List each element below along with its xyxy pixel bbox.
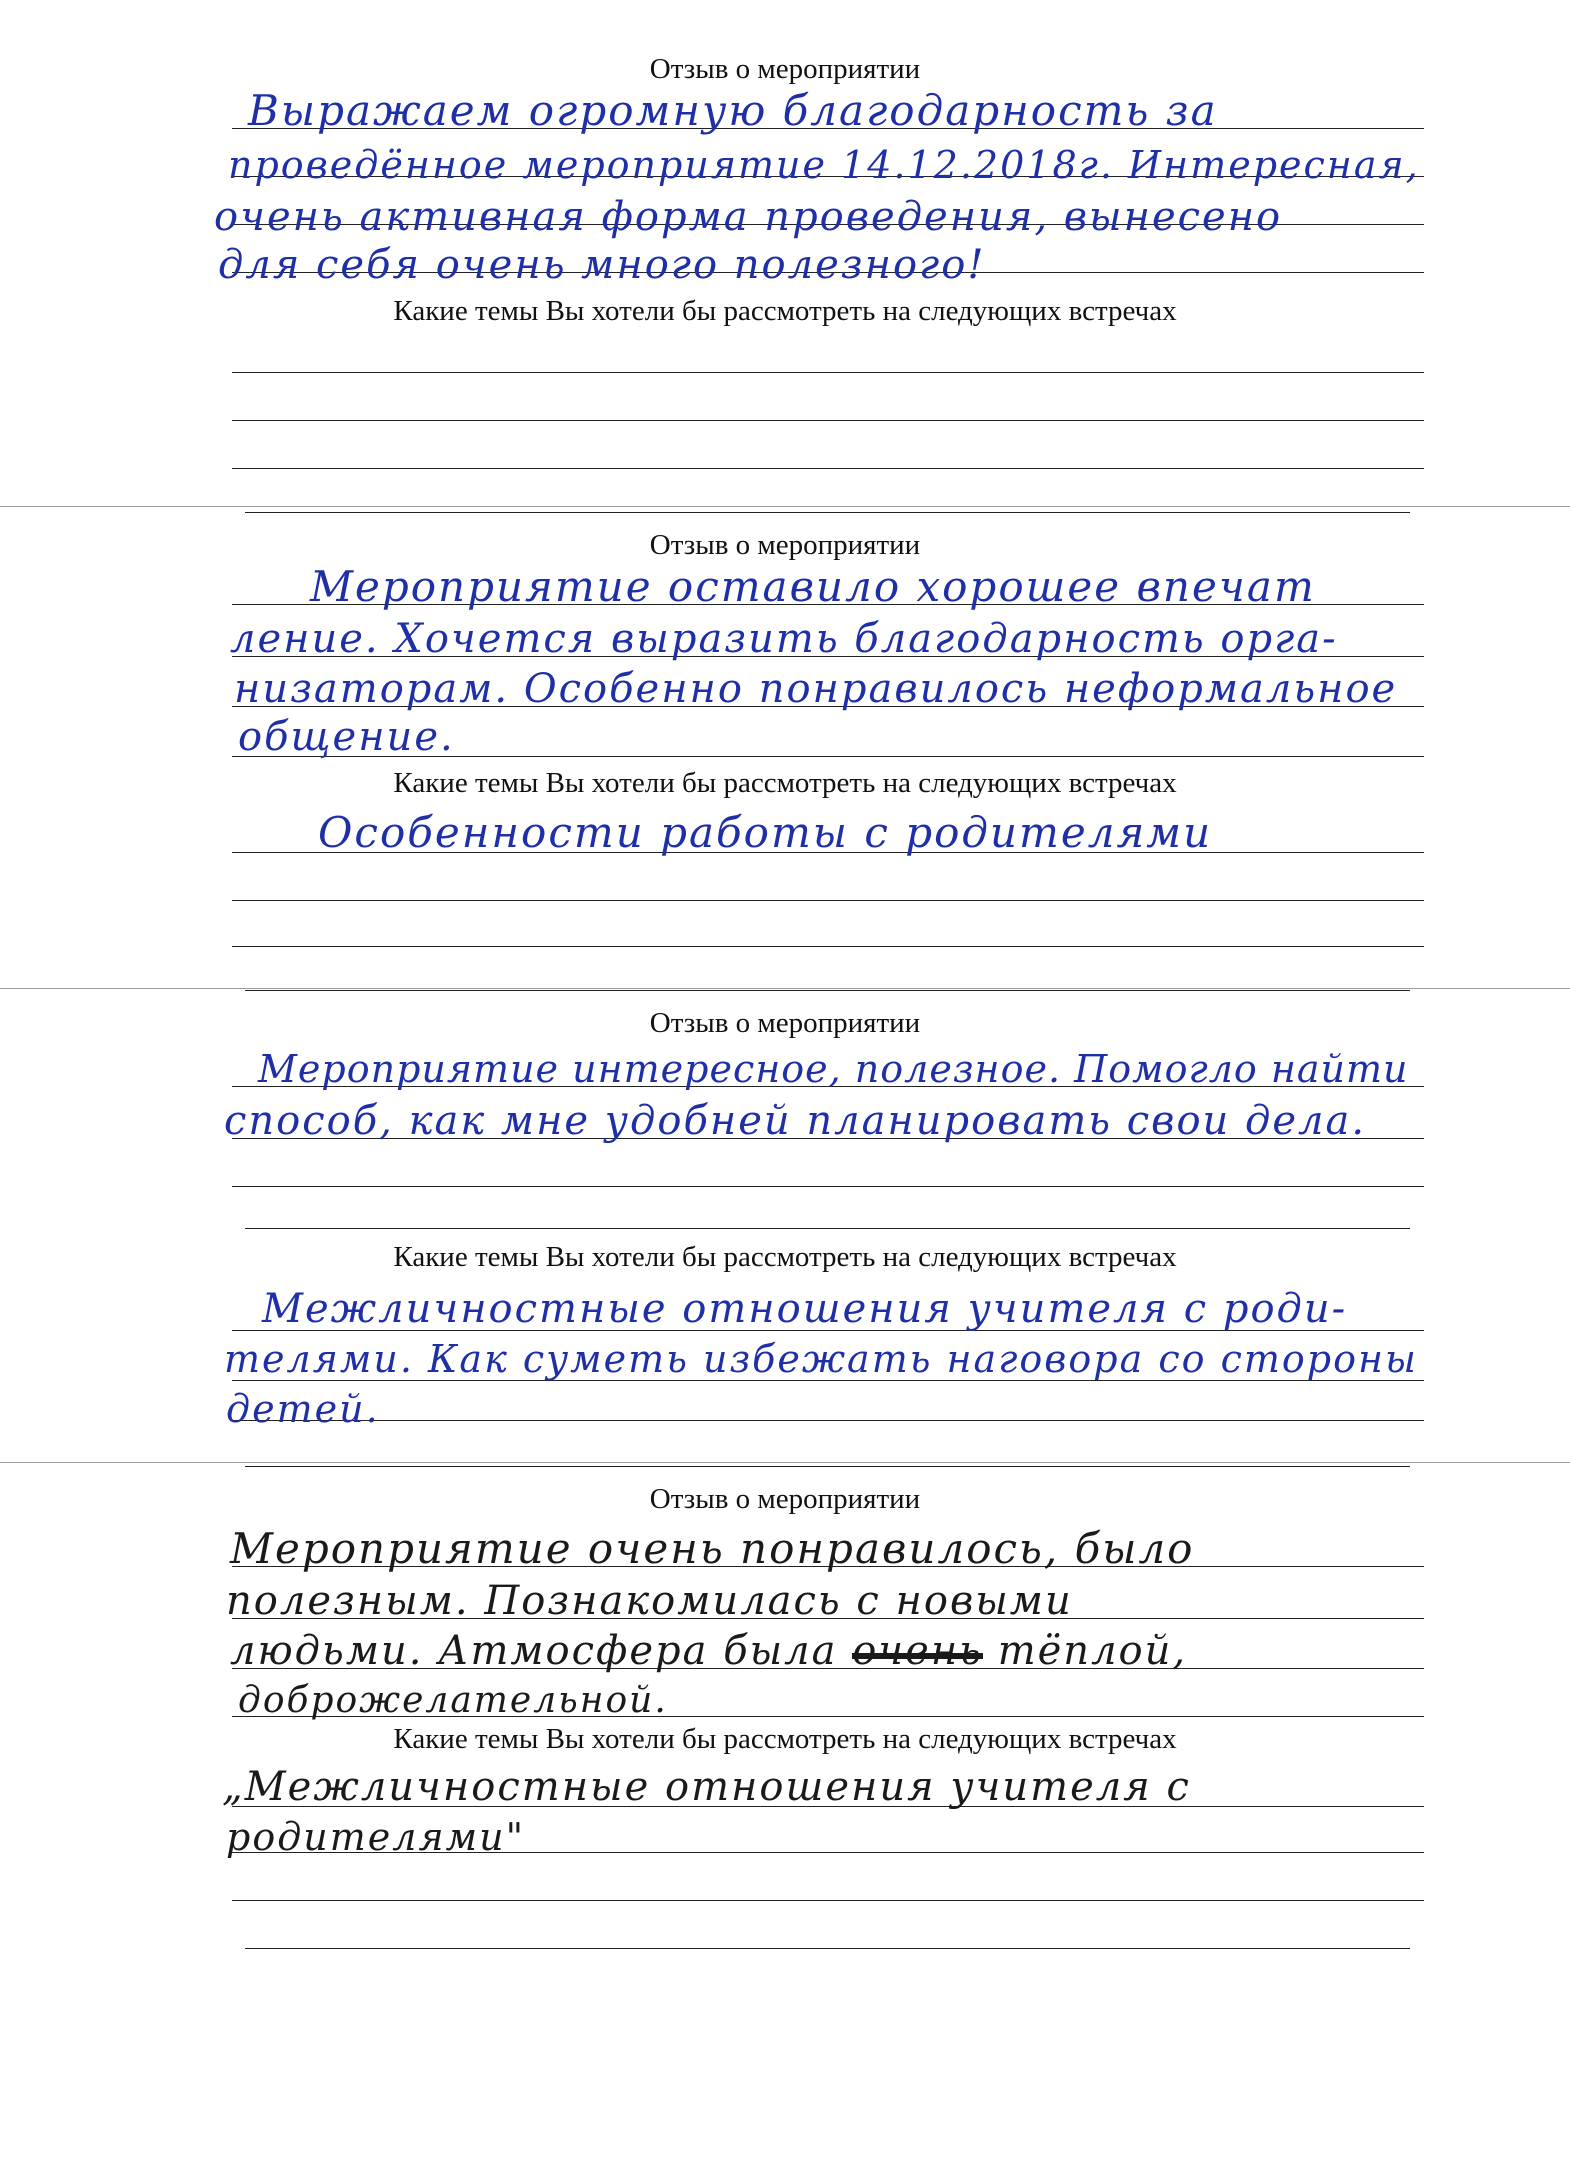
handwritten-feedback-line: способ, как мне удобней планировать свои дела.	[224, 1098, 1367, 1144]
handwritten-feedback-line: доброжелательной.	[238, 1680, 668, 1721]
ruled-line	[232, 1186, 1424, 1187]
handwritten-feedback-line: общение.	[238, 714, 455, 760]
handwritten-topics-line: Особенности работы с родителями	[318, 808, 1213, 857]
ruled-line	[232, 420, 1424, 421]
handwritten-feedback-line: для себя очень много полезного!	[218, 242, 986, 288]
feedback-title: Отзыв о мероприятии	[649, 1483, 921, 1515]
ruled-line	[232, 946, 1424, 947]
feedback-title: Отзыв о мероприятии	[649, 53, 921, 85]
topics-title: Какие темы Вы хотели бы рассмотреть на следующих встречах	[393, 295, 1177, 327]
handwritten-feedback-line: Мероприятие очень понравилось, было	[230, 1524, 1195, 1573]
feedback-line-end: тёплой,	[997, 1628, 1188, 1674]
ruled-line	[245, 1948, 1410, 1949]
ruled-line	[232, 1420, 1424, 1421]
handwritten-topics-line: родителями"	[226, 1815, 526, 1859]
handwritten-feedback-line	[230, 1626, 1187, 1676]
cut-line	[0, 988, 1570, 989]
handwritten-feedback-line: ление. Хочется выразить благодарность орга-	[230, 616, 1338, 662]
struck-out-word: очень	[852, 1628, 983, 1674]
ruled-line	[232, 1900, 1424, 1901]
ruled-line	[232, 372, 1424, 373]
ruled-line	[245, 1466, 1410, 1467]
feedback-title: Отзыв о мероприятии	[649, 1007, 921, 1039]
feedback-title: Отзыв о мероприятии	[649, 529, 921, 561]
ruled-line	[232, 468, 1424, 469]
handwritten-feedback-line: проведённое мероприятие 14.12.2018г. Интересная,	[228, 143, 1420, 187]
handwritten-feedback-line: низаторам. Особенно понравилось неформальное	[234, 666, 1398, 712]
handwritten-topics-line: телями. Как суметь избежать наговора со стороны	[224, 1337, 1418, 1381]
ruled-line	[245, 1228, 1410, 1229]
handwritten-topics-line: детей.	[226, 1387, 380, 1431]
cut-line	[0, 506, 1570, 507]
handwritten-feedback-line: очень активная форма проведения, вынесено	[214, 194, 1283, 240]
ruled-line	[232, 900, 1424, 901]
topics-title: Какие темы Вы хотели бы рассмотреть на следующих встречах	[393, 1723, 1177, 1755]
topics-title: Какие темы Вы хотели бы рассмотреть на следующих встречах	[393, 767, 1177, 799]
handwritten-feedback-line: Выражаем огромную благодарность за	[248, 86, 1218, 135]
cut-line	[0, 1462, 1570, 1463]
ruled-line	[245, 512, 1410, 513]
handwritten-topics-line: Межличностные отношения учителя с роди-	[262, 1286, 1348, 1332]
topics-title: Какие темы Вы хотели бы рассмотреть на следующих встречах	[393, 1241, 1177, 1273]
handwritten-feedback-line: Мероприятие оставило хорошее впечат	[310, 562, 1316, 611]
handwritten-feedback-line: Мероприятие интересное, полезное. Помогло найти	[258, 1047, 1409, 1091]
handwritten-feedback-line: полезным. Познакомилась с новыми	[226, 1578, 1073, 1624]
feedback-line-text: людьми. Атмосфера была	[230, 1628, 838, 1674]
handwritten-topics-line: „Межличностные отношения учителя с	[222, 1764, 1191, 1810]
ruled-line	[245, 990, 1410, 991]
